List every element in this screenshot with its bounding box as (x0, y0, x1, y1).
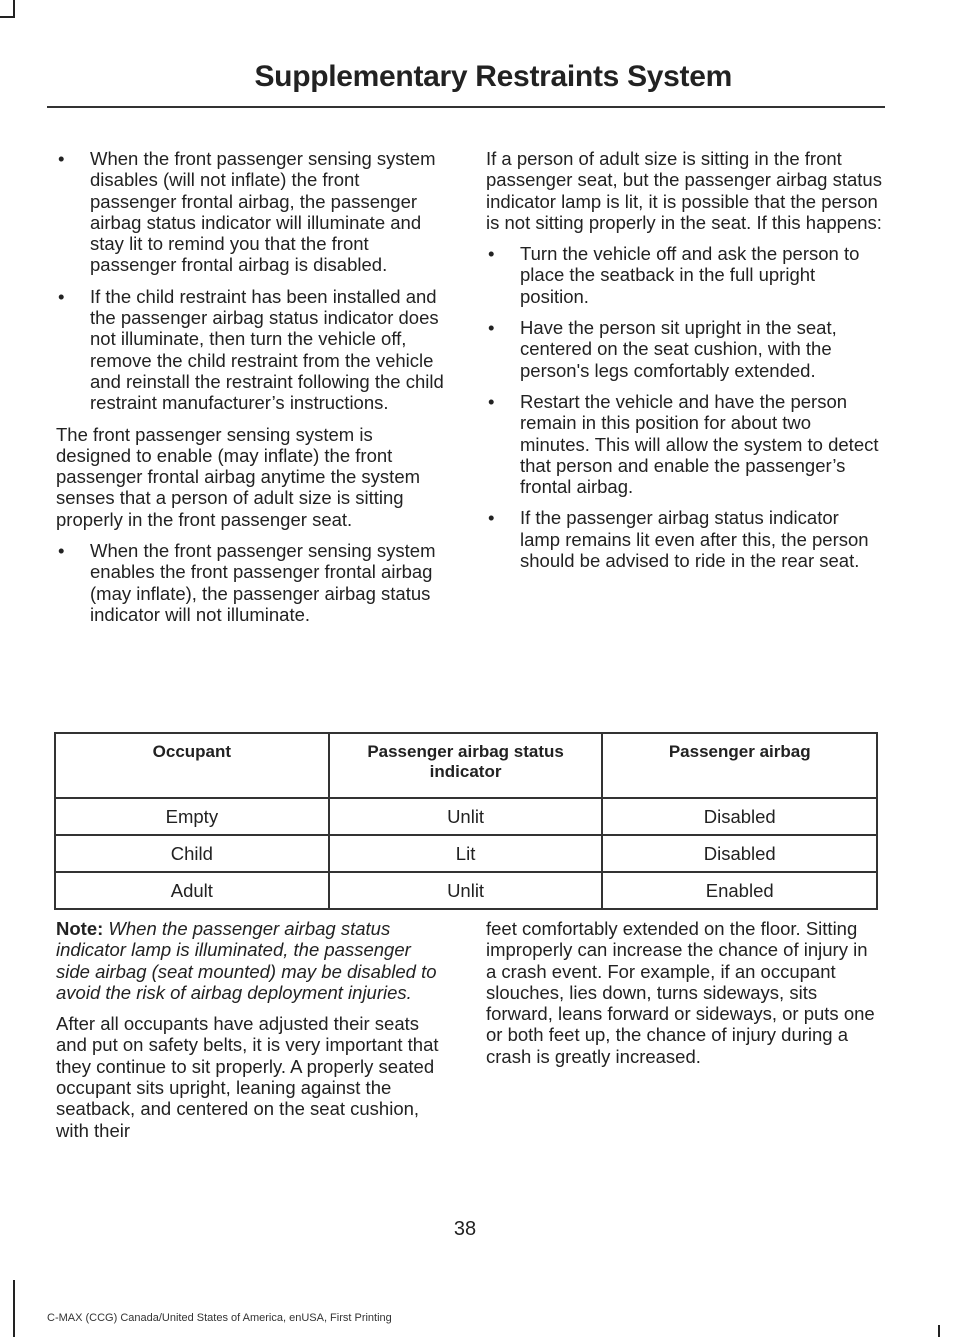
bullet-list (56, 540, 448, 625)
airbag-status-table (54, 732, 878, 910)
bullet-icon: • (488, 317, 495, 339)
table-cell: Adult (55, 872, 329, 909)
list-item-text: Have the person sit upright in the seat, centered on the seat cushion, with the person's legs comfortably extended. (520, 317, 837, 381)
body-paragraph: After all occupants have adjusted their seats and put on safety belts, it is very important that they continue to sit properly. A properly seated occupant sits upright, leaning against the seatback, and centered on the seat cushion, with their (56, 1013, 439, 1141)
bullet-icon: • (488, 507, 495, 529)
table-cell: Unlit (329, 798, 603, 835)
right-column (486, 148, 882, 581)
list-item (56, 540, 448, 625)
bottom-left-column (56, 918, 448, 1151)
bullet-icon: • (58, 285, 65, 307)
list-item (56, 148, 448, 276)
page-number: 38 (453, 1218, 477, 1240)
table-cell: Empty (55, 798, 329, 835)
list-item (486, 507, 882, 571)
bullet-icon: • (488, 243, 495, 265)
column-header-passenger-airbag: Passenger airbag (602, 733, 877, 798)
table-cell: Unlit (329, 872, 603, 909)
note-label: Note: (56, 918, 104, 939)
list-item (486, 243, 882, 307)
list-item (56, 286, 448, 414)
list-item-text: When the front passenger sensing system enables the front passenger frontal airbag (may inflate), the passenger airbag status indicator will not illuminate. (90, 540, 436, 625)
table-header-row (55, 733, 877, 798)
table-row (55, 835, 877, 872)
list-item-text: If the passenger airbag status indicator lamp remains lit even after this, the person should be advised to ride in the rear seat. (520, 507, 869, 572)
note-text: When the passenger airbag status indicator lamp is illuminated, the passenger side airbag (seat mounted) may be disabled to avoid the risk of airbag deployment injuries. (56, 918, 437, 1003)
list-item (486, 391, 882, 497)
bullet-list (56, 148, 448, 414)
bullet-list (486, 243, 882, 571)
table-cell: Enabled (602, 872, 877, 909)
footer-text: C-MAX (CCG) Canada/United States of America, enUSA, First Printing (47, 1312, 392, 1324)
table-cell: Disabled (602, 835, 877, 872)
column-header-status-indicator: Passenger airbag status indicator (329, 733, 603, 798)
body-paragraph: feet comfortably extended on the floor. Sitting improperly can increase the chance of injury in a crash event. For example, if an occupant slouches, lies down, turns sideways, sits forward, leans forward or sideways, or puts one or both feet up, the chance of injury during a crash is greatly increased. (486, 918, 875, 1067)
list-item (486, 317, 882, 381)
bullet-icon: • (488, 390, 495, 412)
list-item-text: If the child restraint has been installed and the passenger airbag status indicator does not illuminate, then turn the vehicle off, remove the child restraint from the vehicle and reinstall the restraint following the child restraint manufacturer’s instructions. (90, 285, 444, 414)
header-rule (47, 106, 885, 108)
bullet-icon: • (58, 148, 65, 169)
column-header-occupant: Occupant (55, 733, 329, 798)
bullet-icon: • (58, 540, 65, 562)
list-item-text: When the front passenger sensing system disables (will not inflate) the front passenger frontal airbag, the passenger airbag status indicator will illuminate and stay lit to remind you that the front passenger frontal airbag is disabled. (90, 148, 436, 276)
note-paragraph (56, 918, 448, 1003)
table-cell: Lit (329, 835, 603, 872)
bottom-right-column (486, 918, 882, 1077)
body-paragraph: If a person of adult size is sitting in the front passenger seat, but the passenger airbag status indicator lamp is lit, it is possible that the person is not sitting properly in the seat. If this happens: (486, 148, 882, 233)
crop-mark (938, 1325, 940, 1337)
crop-mark (0, 16, 15, 18)
list-item-text: Restart the vehicle and have the person remain in this position for about two minutes. This will allow the system to detect that person and enable the passenger’s frontal airbag. (520, 390, 879, 498)
crop-mark (13, 0, 15, 16)
left-column (56, 148, 448, 635)
table-row (55, 798, 877, 835)
list-item-text: Turn the vehicle off and ask the person to place the seatback in the full upright position. (520, 243, 860, 307)
crop-mark (13, 1280, 15, 1337)
table-cell: Disabled (602, 798, 877, 835)
page-title: Supplementary Restraints System (254, 60, 732, 93)
table-row (55, 872, 877, 909)
body-paragraph: The front passenger sensing system is designed to enable (may inflate) the front passenger frontal airbag anytime the system senses that a person of adult size is sitting properly in the front passenger seat. (56, 423, 421, 530)
table-cell: Child (55, 835, 329, 872)
